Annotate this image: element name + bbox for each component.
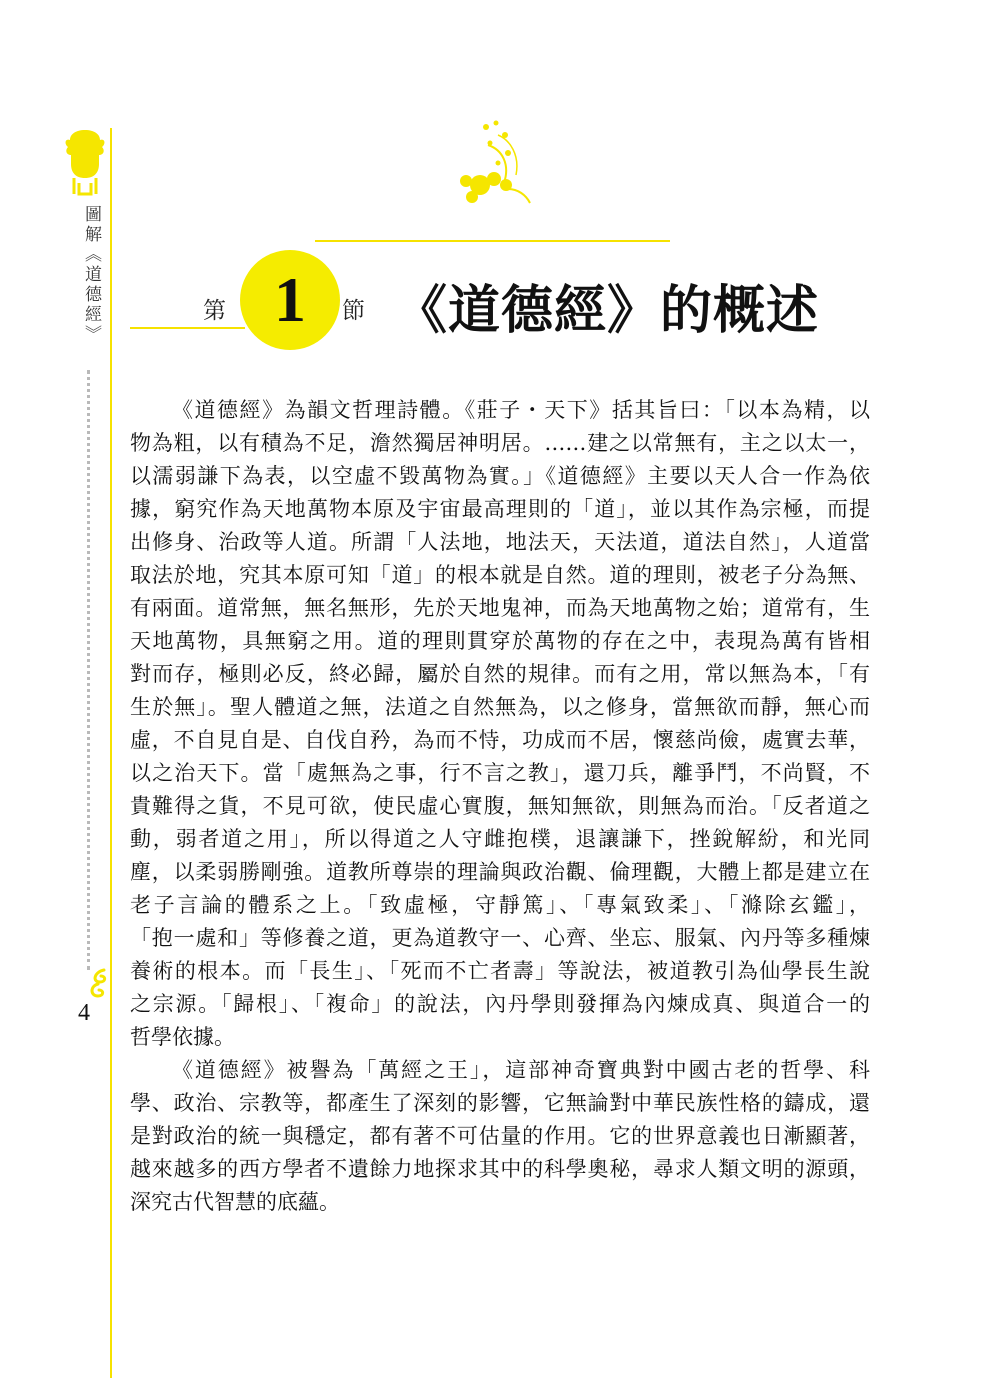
text-line: 《道德經》被譽為「萬經之王」，這部神奇寶典對中國古老的哲學、科 bbox=[172, 1058, 870, 1082]
text-line: 動，弱者道之用」，所以得道之人守雌抱樸，退讓謙下，挫銳解紛，和光同 bbox=[130, 827, 870, 851]
text-line: 虛，不自見自是、自伐自矜，為而不恃，功成而不居，懷慈尚儉，處實去華， bbox=[130, 728, 870, 752]
text-line: 出修身、治政等人道。所謂「人法地，地法天，天法道，道法自然」，人道當 bbox=[130, 530, 870, 554]
chapter-number: 1 bbox=[274, 264, 306, 335]
margin-rule bbox=[110, 128, 112, 1378]
text-line: 越來越多的西方學者不遺餘力地探求其中的科學奧秘，尋求人類文明的源頭， bbox=[130, 1157, 870, 1181]
text-line: 對而存，極則必反，終必歸，屬於自然的規律。而有之用，常以無為本，「有 bbox=[130, 662, 870, 686]
flower-ornament-icon bbox=[448, 105, 548, 210]
heading-rule-top bbox=[315, 240, 670, 242]
scroll-ornament-icon bbox=[88, 968, 110, 1000]
dotted-margin-divider bbox=[87, 370, 90, 970]
text-line: 以之治天下。當「處無為之事，行不言之教」，還刀兵，離爭鬥，不尚賢，不 bbox=[130, 761, 870, 785]
text-line: 哲學依據。 bbox=[130, 1025, 235, 1049]
text-line: 《道德經》為韻文哲理詩體。《莊子・天下》括其旨曰：「以本為精，以 bbox=[172, 398, 870, 422]
text-line: 貴難得之貨，不見可欲，使民虛心實腹，無知無欲，則無為而治。「反者道之 bbox=[130, 794, 870, 818]
text-line: 是對政治的統一與穩定，都有著不可估量的作用。它的世界意義也日漸顯著， bbox=[130, 1124, 870, 1148]
heading-rule-bottom bbox=[130, 327, 245, 329]
text-line: 取法於地，究其本原可知「道」的根本就是自然。道的理則，被老子分為無、 bbox=[130, 563, 870, 587]
text-line: 塵，以柔弱勝剛強。道教所尊崇的理論與政治觀、倫理觀，大體上都是建立在 bbox=[130, 860, 870, 884]
text-line: 生於無」。聖人體道之無，法道之自然無為，以之修身，當無欲而靜，無心而 bbox=[130, 695, 870, 719]
page-title: 《道德經》的概述 bbox=[395, 281, 820, 341]
chapter-suffix: 節 bbox=[342, 298, 365, 324]
text-line: 「抱一處和」等修養之道，更為道教守一、心齊、坐忘、服氣、內丹等多種煉 bbox=[130, 926, 870, 950]
text-line: 老子言論的體系之上。「致虛極，守靜篤」、「專氣致柔」、「滌除玄鑑」， bbox=[130, 893, 870, 917]
text-line: 以濡弱謙下為表，以空虛不毀萬物為實。」《道德經》主要以天人合一作為依 bbox=[130, 464, 870, 488]
running-title: 圖解《道德經》 bbox=[81, 205, 101, 345]
body-text bbox=[130, 394, 870, 1219]
text-line: 學、政治、宗教等，都產生了深刻的影響，它無論對中華民族性格的鑄成，還 bbox=[130, 1091, 870, 1115]
text-line: 有兩面。道常無，無名無形，先於天地鬼神，而為天地萬物之始；道常有，生 bbox=[130, 596, 870, 620]
text-line: 物為粗，以有積為不足，澹然獨居神明居。……建之以常無有，主之以太一， bbox=[130, 431, 870, 455]
ornament-top-icon bbox=[62, 128, 108, 198]
chapter-prefix: 第 bbox=[203, 298, 226, 324]
text-line: 深究古代智慧的底蘊。 bbox=[130, 1190, 340, 1214]
text-line: 天地萬物，具無窮之用。道的理則貫穿於萬物的存在之中，表現為萬有皆相 bbox=[130, 629, 870, 653]
page-number: 4 bbox=[78, 1000, 90, 1026]
text-line: 之宗源。「歸根」、「複命」的說法，內丹學則發揮為內煉成真、與道合一的 bbox=[130, 992, 870, 1016]
text-line: 養術的根本。而「長生」、「死而不亡者壽」等說法，被道教引為仙學長生說 bbox=[130, 959, 870, 983]
text-line: 據，窮究作為天地萬物本原及宇宙最高理則的「道」，並以其作為宗極，而提 bbox=[130, 497, 870, 521]
